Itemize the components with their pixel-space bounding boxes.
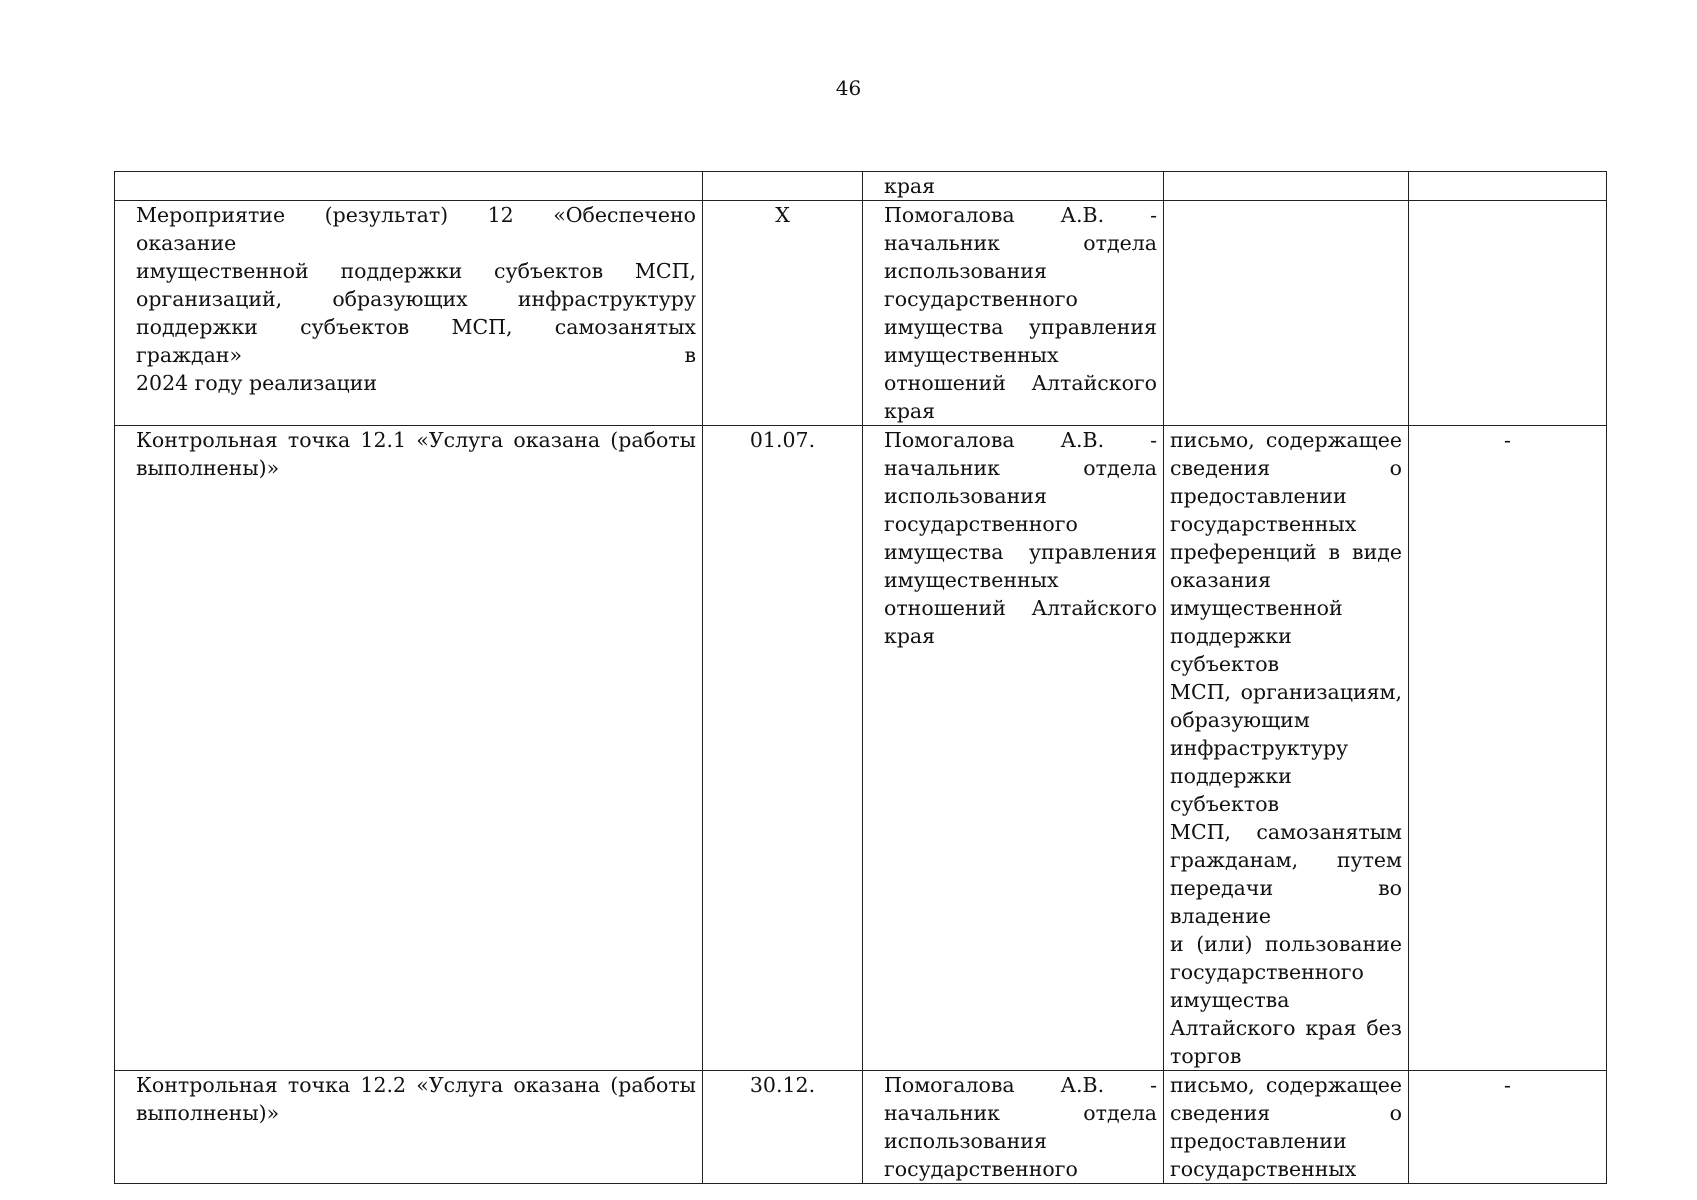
cell-line: Помогалова А.В. - [884, 203, 1157, 227]
cell-line: Алтайского края без [1170, 1016, 1402, 1040]
cell-document [1164, 172, 1409, 201]
cell-line: государственного [884, 1157, 1078, 1181]
cell-line: Помогалова А.В. - [884, 1073, 1157, 1097]
plan-table [114, 171, 1607, 1184]
cell-responsible [863, 201, 1164, 426]
cell-line: использования [884, 259, 1047, 283]
cell-line: имущественных [884, 568, 1059, 592]
cell-line: торгов [1170, 1044, 1242, 1068]
cell-responsible [863, 426, 1164, 1071]
cell-line: использования [884, 1129, 1047, 1153]
cell-line: Мероприятие (результат) 12 «Обеспечено оказание [136, 203, 696, 255]
cell-note: - [1409, 426, 1607, 1071]
cell-line: передачи во владение [1170, 876, 1402, 928]
cell-activity [115, 1071, 703, 1184]
cell-line: Контрольная точка 12.2 «Услуга оказана (работы [136, 1073, 696, 1097]
table-row [115, 1071, 1607, 1184]
cell-deadline: X [703, 201, 863, 426]
cell-line: предоставлении [1170, 484, 1347, 508]
table-row [115, 201, 1607, 426]
cell-line: края [884, 174, 936, 198]
cell-responsible [863, 172, 1164, 201]
cell-line: отношений Алтайского [884, 596, 1157, 620]
table-row [115, 172, 1607, 201]
cell-line: МСП, организациям, [1170, 680, 1402, 704]
cell-document [1164, 201, 1409, 426]
cell-line: предоставлении [1170, 1129, 1347, 1153]
cell-activity [115, 201, 703, 426]
cell-line: МСП, самозанятым [1170, 820, 1402, 844]
cell-line: государственного [884, 512, 1078, 536]
cell-line: выполнены)» [136, 1101, 280, 1125]
cell-line: гражданам, путем [1170, 848, 1402, 872]
cell-line: имущества [1170, 988, 1290, 1012]
cell-line: 2024 году реализации [136, 371, 378, 395]
cell-line: имущества управления [884, 540, 1157, 564]
cell-line: и (или) пользование [1170, 932, 1402, 956]
cell-line: письмо, содержащее [1170, 1073, 1402, 1097]
cell-line: имущественных [884, 343, 1059, 367]
cell-note: - [1409, 1071, 1607, 1184]
cell-line: преференций в виде [1170, 540, 1402, 564]
cell-line: начальник отдела [884, 231, 1157, 255]
cell-responsible [863, 1071, 1164, 1184]
cell-line: использования [884, 484, 1047, 508]
cell-line: инфраструктуру [1170, 736, 1349, 760]
cell-deadline: 30.12. [703, 1071, 863, 1184]
cell-line: отношений Алтайского [884, 371, 1157, 395]
cell-line: образующим [1170, 708, 1310, 732]
cell-activity [115, 172, 703, 201]
cell-line: выполнены)» [136, 456, 280, 480]
cell-line: Контрольная точка 12.1 «Услуга оказана (работы [136, 428, 696, 452]
cell-line: поддержки субъектов [1170, 764, 1292, 816]
cell-line: края [884, 399, 936, 423]
cell-line: Помогалова А.В. - [884, 428, 1157, 452]
cell-line: края [884, 624, 936, 648]
cell-line: имущественной [1170, 596, 1343, 620]
cell-line: государственных [1170, 512, 1357, 536]
cell-line: оказания [1170, 568, 1272, 592]
cell-line: начальник отдела [884, 456, 1157, 480]
cell-line: сведения о [1170, 1101, 1402, 1125]
page-number: 46 [835, 76, 862, 100]
cell-line: государственного [1170, 960, 1364, 984]
cell-line: поддержки субъектов [1170, 624, 1292, 676]
cell-line: письмо, содержащее [1170, 428, 1402, 452]
cell-activity [115, 426, 703, 1071]
cell-note [1409, 201, 1607, 426]
cell-line: государственного [884, 287, 1078, 311]
cell-line: поддержки субъектов МСП, самозанятых граждан» в [136, 315, 696, 367]
cell-document [1164, 426, 1409, 1071]
cell-line: государственных [1170, 1157, 1357, 1181]
cell-document [1164, 1071, 1409, 1184]
cell-note [1409, 172, 1607, 201]
cell-line: имущества управления [884, 315, 1157, 339]
cell-line: сведения о [1170, 456, 1402, 480]
cell-deadline: 01.07. [703, 426, 863, 1071]
cell-line: начальник отдела [884, 1101, 1157, 1125]
table-row [115, 426, 1607, 1071]
cell-line: организаций, образующих инфраструктуру [136, 287, 696, 311]
cell-line: имущественной поддержки субъектов МСП, [136, 259, 696, 283]
cell-deadline [703, 172, 863, 201]
